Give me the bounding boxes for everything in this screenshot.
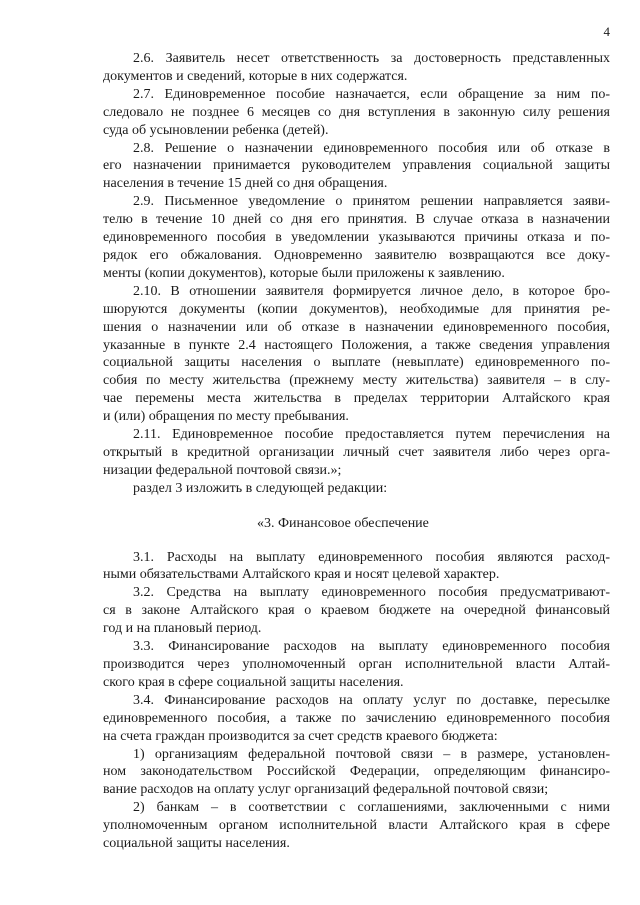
section-3-heading: «3. Финансовое обеспечение [257, 515, 429, 531]
text-line: ном законодательством Российской Федерации, определяющим финансиро- [103, 764, 610, 780]
text-line: открытый в кредитной организации личный счет заявителя либо через орга- [103, 444, 610, 460]
text-line: собия по месту жительства (прежнему месту жительства) заявителя – в слу- [103, 373, 610, 389]
text-line: указанные в пункте 2.4 настоящего Положения, а также сведения управления [103, 337, 610, 353]
text-line: социальной защиты населения о выплате (невыплате) единовременного по- [103, 355, 610, 371]
text-line: раздел 3 изложить в следующей редакции: [133, 480, 388, 496]
paragraph-p3-1 [103, 549, 610, 585]
text-line: населения в течение 15 дней со дня обращения. [103, 176, 388, 192]
paragraph-p2-9 [103, 193, 610, 283]
text-line: шения о назначении или об отказе в назначении единовременного пособия, [103, 319, 610, 335]
text-line: 2.8. Решение о назначении единовременного пособия или об отказе в [133, 140, 610, 156]
text-line: 2.9. Письменное уведомление о принятом решении направляется заяви- [133, 194, 610, 210]
text-line: низации федеральной почтовой связи.»; [103, 462, 342, 478]
section-3-paragraphs [103, 549, 610, 853]
text-line: ского края в сфере социальной защиты населения. [103, 674, 404, 690]
text-line: производится через уполномоченный орган исполнительной власти Алтай- [103, 657, 610, 672]
paragraph-p-section3 [118, 480, 610, 498]
paragraph-p3-4-1 [103, 746, 610, 800]
paragraph-p2-11 [103, 426, 610, 480]
text-line: шюруются документы (копии документов), необходимые для принятия ре- [103, 301, 610, 317]
paragraph-p2-8 [103, 140, 610, 194]
text-line: 2.7. Единовременное пособие назначается, если обращение за ним по- [133, 86, 610, 102]
text-line: единовременного пособия в уведомлении указываются причины отказа и по- [103, 230, 610, 246]
text-line: социальной защиты населения. [103, 836, 290, 852]
text-line: 3.4. Финансирование расходов на оплату услуг по доставке, пересылке [133, 692, 610, 708]
text-line: 1) организациям федеральной почтовой связи – в размере, установлен- [133, 746, 610, 762]
text-line: уполномоченным органом исполнительной власти Алтайского края в сфере [103, 818, 610, 834]
text-line: на счета граждан производится за счет средств краевого бюджета: [103, 728, 498, 744]
paragraph-p3-2 [103, 584, 610, 638]
paragraph-p2-6 [103, 50, 610, 86]
paragraph-p3-3 [103, 638, 610, 692]
text-line: менты (копии документов), которые были приложены к заявлению. [103, 265, 505, 281]
text-line: чае перемены места жительства в пределах территории Алтайского края [103, 391, 610, 407]
text-line: телю в течение 10 дней со дня его принятия. В случае отказа в назначении [103, 212, 610, 228]
text-line: его назначении принимается руководителем управления социальной защиты [103, 158, 610, 174]
text-line: 3.1. Расходы на выплату единовременного пособия являются расход- [133, 549, 610, 565]
text-line: 3.3. Финансирование расходов на выплату единовременного пособия [133, 639, 610, 655]
text-line: ся в законе Алтайского края о краевом бюджете на очередной финансовый [103, 603, 610, 619]
text-line: рядок его обжалования. Одновременно заявителю возвращаются все доку- [103, 247, 610, 263]
text-line: 3.2. Средства на выплату единовременного пособия предусматривают- [133, 585, 610, 601]
text-line: вание расходов на оплату услуг организаций федеральной почтовой связи; [103, 782, 549, 798]
text-line: 2) банкам – в соответствии с соглашениями, заключенными с ними [133, 800, 610, 816]
text-line: 2.11. Единовременное пособие предоставляется путем перечисления на [133, 427, 610, 443]
document-body [103, 50, 610, 853]
section-2-paragraphs [103, 50, 610, 498]
text-line: единовременного пособия, а также по зачислению единовременного пособия [103, 710, 610, 726]
paragraph-p2-7 [103, 86, 610, 140]
text-line: ными обязательствами Алтайского края и носят целевой характер. [103, 567, 500, 583]
text-line: и (или) обращения по месту пребывания. [103, 409, 349, 425]
text-line: документов и сведений, которые в них содержатся. [103, 68, 408, 84]
text-line: суда об усыновлении ребенка (детей). [103, 122, 329, 138]
text-line: 2.6. Заявитель несет ответственность за достоверность представленных [133, 51, 610, 66]
paragraph-p3-4 [103, 692, 610, 746]
paragraph-p3-4-2 [103, 799, 610, 853]
page-number: 4 [603, 24, 610, 39]
text-line: год и на плановый период. [103, 621, 262, 637]
paragraph-p2-10 [103, 283, 610, 426]
text-line: 2.10. В отношении заявителя формируется личное дело, в которое бро- [133, 283, 610, 299]
text-line: следовало не позднее 6 месяцев со дня вступления в законную силу решения [103, 104, 610, 120]
